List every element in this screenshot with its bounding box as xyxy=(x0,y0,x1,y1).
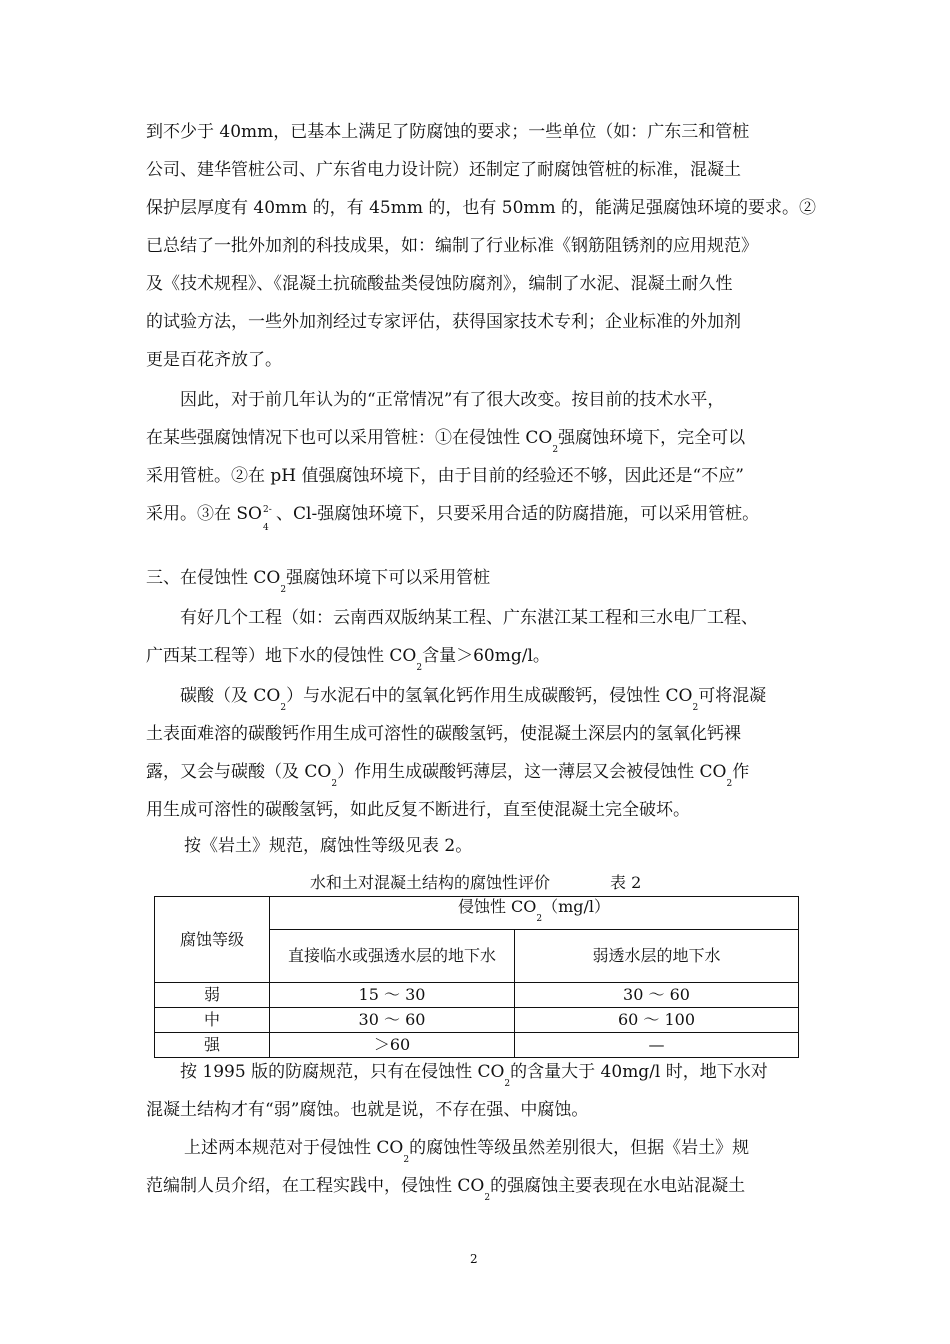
superscript: 2- xyxy=(263,505,272,515)
column-header: 直接临水或强透水层的地下水 xyxy=(270,930,515,983)
subscript: 2 xyxy=(726,779,733,789)
paragraph-line xyxy=(146,762,749,794)
text-run: 按 1995 版的防腐规范，只有在侵蚀性 CO xyxy=(180,1062,505,1082)
subscript: 2 xyxy=(331,779,338,789)
table-row xyxy=(155,1033,799,1058)
paragraph-line: 更是百花齐放了。 xyxy=(146,350,282,370)
column-header: 弱透水层的地下水 xyxy=(515,930,799,983)
table-cell: 强 xyxy=(155,1033,270,1058)
text-run: 碳酸（及 CO xyxy=(180,686,281,706)
group-header xyxy=(270,897,799,930)
table-cell: ＞60 xyxy=(270,1033,515,1058)
paragraph-line xyxy=(180,686,766,718)
text-run: 可将混凝 xyxy=(698,686,767,706)
subscript: 2 xyxy=(504,1079,511,1089)
paragraph-line: 已总结了一批外加剂的科技成果，如：编制了行业标准《钢筋阻锈剂的应用规范》 xyxy=(146,236,758,256)
table-title: 水和土对混凝土结构的腐蚀性评价 xyxy=(310,873,551,892)
table-cell: 60 ～ 100 xyxy=(515,1008,799,1033)
table-cell: 弱 xyxy=(155,983,270,1008)
text-run: 上述两本规范对于侵蚀性 CO xyxy=(184,1138,404,1158)
text-run: （mg/l） xyxy=(542,897,611,916)
corrosion-table xyxy=(154,896,799,1058)
text-run: 强腐蚀环境下，完全可以 xyxy=(558,428,746,448)
text-run: 在某些强腐蚀情况下也可以采用管桩：①在侵蚀性 CO xyxy=(146,428,553,448)
table-row xyxy=(155,983,799,1008)
page-number: 2 xyxy=(470,1252,478,1266)
paragraph-line: 到不少于 40mm，已基本上满足了防腐蚀的要求；一些单位（如：广东三和管桩 xyxy=(146,122,750,142)
subscript: 2 xyxy=(403,1155,410,1165)
table-label: 表 2 xyxy=(610,873,642,892)
text-run: 强腐蚀环境下可以采用管桩 xyxy=(286,568,491,588)
paragraph-line: 按《岩土》规范，腐蚀性等级见表 2。 xyxy=(184,836,473,856)
table-caption xyxy=(310,870,641,893)
text-run: ）与水泥石中的氢氧化钙作用生成碳酸钙，侵蚀性 CO xyxy=(286,686,693,706)
subscript: 2 xyxy=(280,703,287,713)
text-run: 广西某工程等）地下水的侵蚀性 CO xyxy=(146,646,417,666)
text-run: 作 xyxy=(732,762,750,782)
text-run: 含量＞60mg/l。 xyxy=(422,646,550,666)
text-run: 三、在侵蚀性 CO xyxy=(146,568,281,588)
section-heading xyxy=(146,568,490,600)
paragraph-line: 及《技术规程》、《混凝土抗硫酸盐类侵蚀防腐剂》，编制了水泥、混凝土耐久性 xyxy=(146,274,733,294)
table-cell: 中 xyxy=(155,1008,270,1033)
table-cell: 15 ～ 30 xyxy=(270,983,515,1008)
ion-charge xyxy=(262,504,276,533)
text-run: 采用。③在 SO xyxy=(146,504,262,524)
table-cell: 30 ～ 60 xyxy=(270,1008,515,1033)
paragraph-line: 因此，对于前几年认为的“正常情况”有了很大改变。按目前的技术水平， xyxy=(180,390,725,410)
table-row xyxy=(155,1008,799,1033)
paragraph-line: 土表面难溶的碳酸钙作用生成可溶性的碳酸氢钙，使混凝土深层内的氢氧化钙裸 xyxy=(146,724,741,744)
paragraph-line: 用生成可溶性的碳酸氢钙，如此反复不断进行，直至使混凝土完全破坏。 xyxy=(146,800,690,820)
subscript: 2 xyxy=(416,663,423,673)
subscript: 4 xyxy=(263,523,269,533)
text-run: 范编制人员介绍，在工程实践中，侵蚀性 CO xyxy=(146,1176,485,1196)
table-cell: — xyxy=(515,1033,799,1058)
subscript: 2 xyxy=(552,445,559,455)
paragraph-line xyxy=(184,1138,749,1170)
paragraph-line xyxy=(180,1062,768,1094)
paragraph-line xyxy=(146,646,550,678)
paragraph-line: 公司、建华管桩公司、广东省电力设计院）还制定了耐腐蚀管桩的标准，混凝土 xyxy=(146,160,741,180)
text-run: 侵蚀性 CO xyxy=(457,897,537,916)
subscript: 2 xyxy=(280,585,287,595)
paragraph-line: 的试验方法，一些外加剂经过专家评估，获得国家技术专利；企业标准的外加剂 xyxy=(146,312,741,332)
subscript: 2 xyxy=(536,914,543,924)
text-run: 的含量大于 40mg/l 时，地下水对 xyxy=(510,1062,768,1082)
text-run: 的腐蚀性等级虽然差别很大，但据《岩土》规 xyxy=(409,1138,750,1158)
text-run: 的强腐蚀主要表现在水电站混凝土 xyxy=(490,1176,746,1196)
paragraph-line xyxy=(146,1176,745,1208)
paragraph-line xyxy=(146,428,745,460)
text-run: 、Cl-强腐蚀环境下，只要采用合适的防腐措施，可以采用管桩。 xyxy=(276,504,760,524)
paragraph-line: 混凝土结构才有“弱”腐蚀。也就是说，不存在强、中腐蚀。 xyxy=(146,1100,589,1120)
subscript: 2 xyxy=(692,703,699,713)
paragraph-line: 保护层厚度有 40mm 的，有 45mm 的，也有 50mm 的，能满足强腐蚀环境的要求。② xyxy=(146,198,817,218)
grade-header: 腐蚀等级 xyxy=(155,897,270,983)
text-run: 露，又会与碳酸（及 CO xyxy=(146,762,332,782)
paragraph-line xyxy=(146,504,760,533)
subscript: 2 xyxy=(484,1193,491,1203)
table-header-row xyxy=(155,897,799,930)
paragraph-line: 有好几个工程（如：云南西双版纳某工程、广东湛江某工程和三水电厂工程、 xyxy=(180,608,758,628)
paragraph-line: 采用管桩。②在 pH 值强腐蚀环境下，由于目前的经验还不够，因此还是“不应” xyxy=(146,466,744,486)
table-cell: 30 ～ 60 xyxy=(515,983,799,1008)
text-run: ）作用生成碳酸钙薄层，这一薄层又会被侵蚀性 CO xyxy=(337,762,727,782)
